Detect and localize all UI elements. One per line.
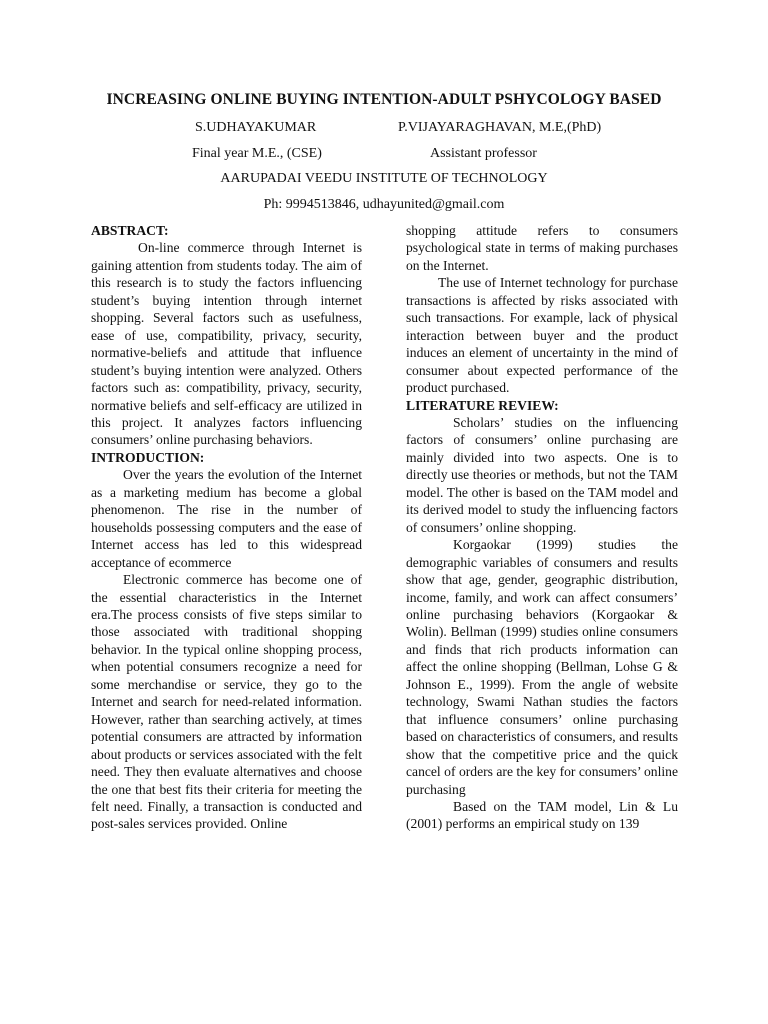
- introduction-heading: INTRODUCTION:: [91, 449, 205, 465]
- risk-paragraph: The use of Internet technology for purchase transactions is affected by risks associated with such transactions. For example, lack of physical interaction between buyer and the product induces an element of uncertainty in the mind of consumer about expected performance of the product purchased.: [406, 275, 678, 396]
- literature-review-heading: LITERATURE REVIEW:: [406, 397, 559, 413]
- literature-paragraph-1: Scholars’ studies on the influencing factors of consumers’ online purchasing are mainly divided into two aspects. One is to directly use theories or methods, but not the TAM model. The other is based on the TAM model and its derived model to study the influencing factors of consumers’ online shopping.: [406, 414, 678, 535]
- right-column: [406, 222, 678, 833]
- left-column: [91, 222, 362, 833]
- author-1-name: S.UDHAYAKUMAR: [195, 120, 317, 135]
- abstract-text: On-line commerce through Internet is gaining attention from students today. The aim of this research is to study the factors influencing student’s buying intention through internet shopping. Several factors such as usefulness, ease of use, compatibility, privacy, security, normative-beliefs and attitude that influence student’s buying intention were analyzed. Others factors such as: compatibility, privacy, security, normative beliefs and self-efficacy are utilized in this project. It analyzes factors influencing consumers’ online purchasing behaviors.: [91, 240, 362, 448]
- author-2-name: P.VIJAYARAGHAVAN, M.E,(PhD): [398, 120, 602, 135]
- paper-title: INCREASING ONLINE BUYING INTENTION-ADULT PSHYCOLOGY BASED: [106, 91, 662, 108]
- introduction-paragraph-1: Over the years the evolution of the Internet as a marketing medium has become a global phenomenon. The rise in the number of households possessing computers and the ease of Internet access has led to this widespread acceptance of ecommerce: [91, 467, 362, 570]
- literature-paragraph-2: Korgaokar (1999) studies the demographic variables of consumers and results show that age, gender, geographic distribution, income, family, and work can affect consumers’ online purchasing behaviors (Korgaokar & Wolin). Bellman (1999) studies online consumers and finds that rich products information can affect the online shopping (Bellman, Lohse G & Johnson E., 1999). From the angle of website technology, Swami Nathan studies the factors that influence consumers’ online purchasing based on characteristics of consumers, and results show that the competitive price and the quick cancel of orders are the key for consumers’ online purchasing: [406, 537, 678, 797]
- attitude-paragraph: shopping attitude refers to consumers psychological state in terms of making purchases on the Internet.: [406, 223, 678, 273]
- institute-name: AARUPADAI VEEDU INSTITUTE OF TECHNOLOGY: [220, 171, 548, 186]
- contact-line: Ph: 9994513846, udhayunited@gmail.com: [263, 197, 505, 212]
- author-1-role: Final year M.E., (CSE): [192, 146, 322, 161]
- introduction-paragraph-2: Electronic commerce has become one of the essential characteristics in the Internet era.The process consists of five steps similar to those associated with traditional shopping behavior. In the typical online shopping process, when potential consumers recognize a need for some merchandise or service, they go to the Internet and search for need-related information. However, rather than searching actively, at times potential consumers are attracted by information about products or services associated with the felt need. They then evaluate alternatives and choose the one that best fits their criteria for meeting the felt need. Finally, a transaction is conducted and post-sales services provided. Online: [91, 572, 362, 832]
- literature-paragraph-3: Based on the TAM model, Lin & Lu (2001) performs an empirical study on 139: [406, 798, 678, 832]
- abstract-heading: ABSTRACT:: [91, 223, 169, 238]
- author-2-role: Assistant professor: [430, 146, 537, 161]
